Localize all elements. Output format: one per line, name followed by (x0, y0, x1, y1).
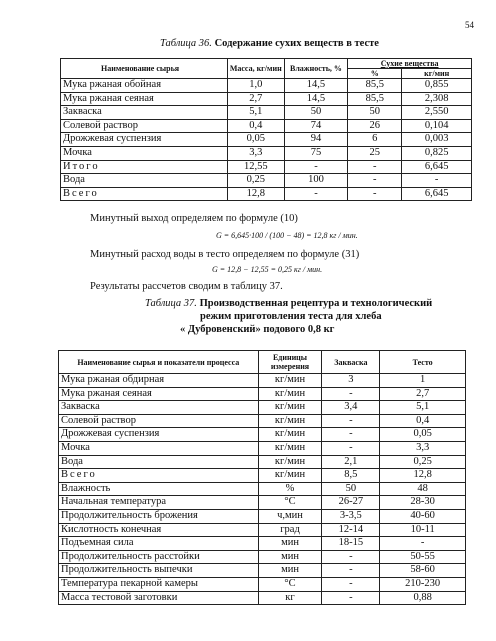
cell-name: Продолжительность брожения (59, 509, 259, 523)
cell-starter: 3 (322, 374, 380, 388)
cell-mass: 12,55 (227, 160, 284, 174)
cell-unit: мин (258, 550, 322, 564)
cell-dry-kg: 0,855 (402, 79, 472, 93)
cell-unit: кг (258, 591, 322, 605)
cell-dry-pct: 6 (348, 133, 402, 147)
cell-starter: - (322, 550, 380, 564)
cell-starter: - (322, 387, 380, 401)
cell-humidity: 75 (284, 146, 348, 160)
table-37 (58, 350, 466, 605)
cell-starter: - (322, 414, 380, 428)
cell-starter: - (322, 428, 380, 442)
cell-unit: кг/мин (258, 374, 322, 388)
cell-starter: - (322, 564, 380, 578)
cell-dry-pct: 50 (348, 106, 402, 120)
cell-starter: 26-27 (322, 496, 380, 510)
text-line-3: Результаты рассчетов сводим в таблицу 37. (90, 281, 283, 292)
cell-starter: - (322, 441, 380, 455)
cell-humidity: 14,5 (284, 92, 348, 106)
header-dough: Тесто (380, 351, 466, 374)
cell-name: Закваска (59, 401, 259, 415)
cell-name: Закваска (61, 106, 228, 120)
table-row (59, 550, 466, 564)
table37-caption-line3: « Дубровенский» подового 0,8 кг (180, 324, 335, 335)
cell-unit: кг/мин (258, 387, 322, 401)
cell-name: Всего (59, 469, 259, 483)
text-line-2: Минутный расход воды в тесто определяем по формуле (31) (90, 249, 360, 260)
table-row (59, 387, 466, 401)
table-row (59, 496, 466, 510)
table-row (59, 577, 466, 591)
cell-name: Итого (61, 160, 228, 174)
formula-1: G = 6,645·100 / (100 − 48) = 12,8 кг / мин. (216, 231, 358, 240)
cell-dry-kg: 0,003 (402, 133, 472, 147)
cell-starter: 3,4 (322, 401, 380, 415)
cell-unit: град (258, 523, 322, 537)
cell-dry-kg: 2,550 (402, 106, 472, 120)
cell-starter: 3-3,5 (322, 509, 380, 523)
cell-unit: кг/мин (258, 469, 322, 483)
table-row (59, 523, 466, 537)
cell-name: Мочка (61, 146, 228, 160)
cell-unit: кг/мин (258, 441, 322, 455)
cell-dough: 48 (380, 482, 466, 496)
header-dry-pct: % (348, 69, 402, 79)
cell-dough: 0,88 (380, 591, 466, 605)
table-row (61, 187, 472, 201)
table36-caption-title: Содержание сухих веществ в тесте (214, 38, 379, 49)
cell-humidity: - (284, 160, 348, 174)
cell-dry-kg: 2,308 (402, 92, 472, 106)
cell-humidity: 100 (284, 174, 348, 188)
table36-caption-prefix: Таблица 36. (160, 38, 212, 49)
table-row (59, 537, 466, 551)
table-36 (60, 58, 472, 201)
cell-name: Начальная температура (59, 496, 259, 510)
table-row (59, 401, 466, 415)
table37-caption-line1: Производственная рецептура и технологический (199, 298, 433, 309)
cell-dry-pct: 85,5 (348, 79, 402, 93)
cell-mass: 0,05 (227, 133, 284, 147)
page-number: 54 (465, 20, 474, 30)
cell-unit: °C (258, 577, 322, 591)
cell-dough: 40-60 (380, 509, 466, 523)
header-name: Наименование сырья (61, 59, 228, 79)
cell-dough: 58-60 (380, 564, 466, 578)
table-row (59, 482, 466, 496)
table37-caption-prefix: Таблица 37. (145, 298, 197, 309)
cell-dry-pct: - (348, 160, 402, 174)
formula-2: G = 12,8 − 12,55 = 0,25 кг / мин. (212, 265, 323, 274)
cell-humidity: 14,5 (284, 79, 348, 93)
cell-unit: ч,мин (258, 509, 322, 523)
table36-caption (160, 38, 379, 49)
cell-unit: мин (258, 564, 322, 578)
table-row (59, 509, 466, 523)
cell-dough: 10-11 (380, 523, 466, 537)
cell-mass: 5,1 (227, 106, 284, 120)
cell-starter: - (322, 591, 380, 605)
cell-name: Продолжительность выпечки (59, 564, 259, 578)
cell-dry-kg: 0,825 (402, 146, 472, 160)
cell-name: Подъемная сила (59, 537, 259, 551)
table37-caption (145, 298, 432, 309)
cell-mass: 1,0 (227, 79, 284, 93)
cell-name: Кислотность конечная (59, 523, 259, 537)
cell-mass: 3,3 (227, 146, 284, 160)
cell-name: Мочка (59, 441, 259, 455)
table37-caption-3 (180, 324, 334, 335)
table-row (59, 455, 466, 469)
cell-humidity: - (284, 187, 348, 201)
header-humidity: Влажность, % (284, 59, 348, 79)
cell-dough: 0,4 (380, 414, 466, 428)
header-name: Наименование сырья и показатели процесса (59, 351, 259, 374)
cell-unit: кг/мин (258, 428, 322, 442)
cell-name: Продолжительность расстойки (59, 550, 259, 564)
cell-name: Вода (61, 174, 228, 188)
cell-name: Мука ржаная обойная (61, 79, 228, 93)
cell-mass: 0,25 (227, 174, 284, 188)
cell-starter: 8,5 (322, 469, 380, 483)
cell-starter: 2,1 (322, 455, 380, 469)
cell-dough: - (380, 537, 466, 551)
table-row (61, 146, 472, 160)
cell-humidity: 74 (284, 119, 348, 133)
table37-caption-2 (200, 311, 382, 322)
text-line-1: Минутный выход определяем по формуле (10) (90, 213, 298, 224)
cell-mass: 0,4 (227, 119, 284, 133)
cell-dry-pct: - (348, 187, 402, 201)
cell-dry-kg: 6,645 (402, 160, 472, 174)
table-row (61, 79, 472, 93)
cell-dry-kg: - (402, 174, 472, 188)
cell-mass: 2,7 (227, 92, 284, 106)
table37-caption-line2: режим приготовления теста для хлеба (200, 311, 382, 322)
cell-humidity: 94 (284, 133, 348, 147)
cell-humidity: 50 (284, 106, 348, 120)
cell-starter: 18-15 (322, 537, 380, 551)
cell-dough: 2,7 (380, 387, 466, 401)
cell-dry-kg: 0,104 (402, 119, 472, 133)
cell-dough: 0,25 (380, 455, 466, 469)
cell-mass: 12,8 (227, 187, 284, 201)
cell-dough: 210-230 (380, 577, 466, 591)
cell-name: Масса тестовой заготовки (59, 591, 259, 605)
table-row (61, 174, 472, 188)
table-row (59, 469, 466, 483)
header-mass: Масса, кг/мин (227, 59, 284, 79)
header-unit: Единицы измерения (258, 351, 322, 374)
cell-dry-pct: 85,5 (348, 92, 402, 106)
header-dry-kg: кг/мин (402, 69, 472, 79)
cell-name: Влажность (59, 482, 259, 496)
cell-dry-pct: - (348, 174, 402, 188)
cell-starter: - (322, 577, 380, 591)
table-row (59, 591, 466, 605)
cell-dry-pct: 26 (348, 119, 402, 133)
cell-dough: 5,1 (380, 401, 466, 415)
cell-starter: 50 (322, 482, 380, 496)
header-dry: Сухие вещества (348, 59, 472, 69)
table-row (59, 441, 466, 455)
cell-name: Мука ржаная обдирная (59, 374, 259, 388)
cell-dry-pct: 25 (348, 146, 402, 160)
cell-name: Всего (61, 187, 228, 201)
header-starter: Закваска (322, 351, 380, 374)
cell-dough: 12,8 (380, 469, 466, 483)
table-row (61, 119, 472, 133)
cell-dough: 3,3 (380, 441, 466, 455)
cell-name: Мука ржаная сеяная (61, 92, 228, 106)
cell-unit: кг/мин (258, 455, 322, 469)
table-row (59, 414, 466, 428)
table-row (61, 133, 472, 147)
cell-name: Солевой раствор (61, 119, 228, 133)
table-row (61, 92, 472, 106)
cell-unit: кг/мин (258, 414, 322, 428)
cell-unit: кг/мин (258, 401, 322, 415)
cell-name: Мука ржаная сеяная (59, 387, 259, 401)
cell-dough: 0,05 (380, 428, 466, 442)
cell-dough: 1 (380, 374, 466, 388)
cell-starter: 12-14 (322, 523, 380, 537)
cell-dough: 50-55 (380, 550, 466, 564)
cell-dough: 28-30 (380, 496, 466, 510)
cell-unit: мин (258, 537, 322, 551)
table-row (59, 564, 466, 578)
table-row (59, 428, 466, 442)
cell-unit: °C (258, 496, 322, 510)
table-row (61, 160, 472, 174)
cell-name: Дрожжевая суспензия (59, 428, 259, 442)
cell-name: Вода (59, 455, 259, 469)
cell-name: Температура пекарной камеры (59, 577, 259, 591)
cell-unit: % (258, 482, 322, 496)
cell-name: Солевой раствор (59, 414, 259, 428)
cell-dry-kg: 6,645 (402, 187, 472, 201)
table-row (61, 106, 472, 120)
table-row (59, 374, 466, 388)
cell-name: Дрожжевая суспензия (61, 133, 228, 147)
